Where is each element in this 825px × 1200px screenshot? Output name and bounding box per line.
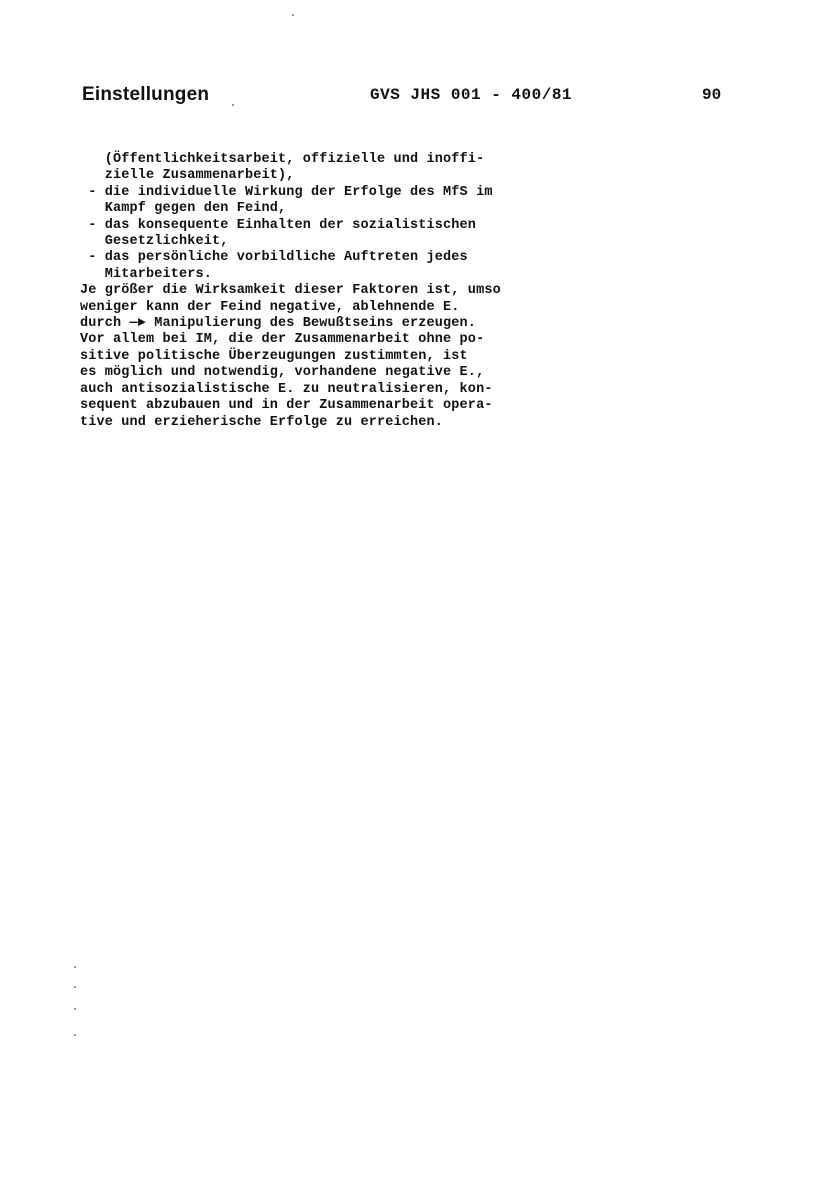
text-line: - das persönliche vorbildliche Auftreten jedes [80, 250, 468, 266]
text-line: Mitarbeiters. [80, 266, 213, 282]
text-line: zielle Zusammenarbeit), [80, 168, 295, 184]
text-line: sequent abzubauen und in der Zusammenarbeit opera- [80, 398, 493, 414]
text-line: Gesetzlichkeit, [80, 234, 229, 250]
text-line: auch antisozialistische E. zu neutralisieren, kon- [80, 381, 493, 397]
text-line: Je größer die Wirksamkeit dieser Faktoren ist, umso [80, 283, 501, 299]
text-line: durch —► Manipulierung des Bewußtseins erzeugen. [80, 316, 477, 332]
document-reference: GVS JHS 001 - 400/81 [370, 86, 573, 104]
section-title: Einstellungen [82, 84, 210, 105]
text-line: (Öffentlichkeitsarbeit, offizielle und inoffi- [80, 152, 485, 167]
page-number: 90 [702, 86, 722, 104]
text-line: Vor allem bei IM, die der Zusammenarbeit ohne po- [80, 332, 485, 348]
text-line: tive und erzieherische Erfolge zu erreichen. [80, 414, 444, 430]
text-line: - das konsequente Einhalten der sozialistischen [80, 217, 477, 233]
text-line: es möglich und notwendig, vorhandene negative E., [80, 365, 485, 381]
body-text [80, 152, 600, 431]
scan-speck [292, 14, 294, 16]
text-line: - die individuelle Wirkung der Erfolge des MfS im [80, 184, 493, 200]
text-line: Kampf gegen den Feind, [80, 201, 287, 217]
text-line: sitive politische Überzeugungen zustimmten, ist [80, 348, 468, 364]
scan-speck [74, 986, 76, 988]
page-header [82, 84, 722, 114]
scan-speck [232, 104, 234, 106]
scan-speck [74, 1008, 76, 1010]
scan-speck [74, 966, 76, 968]
scan-speck [74, 1034, 76, 1036]
text-line: weniger kann der Feind negative, ablehnende E. [80, 299, 460, 315]
